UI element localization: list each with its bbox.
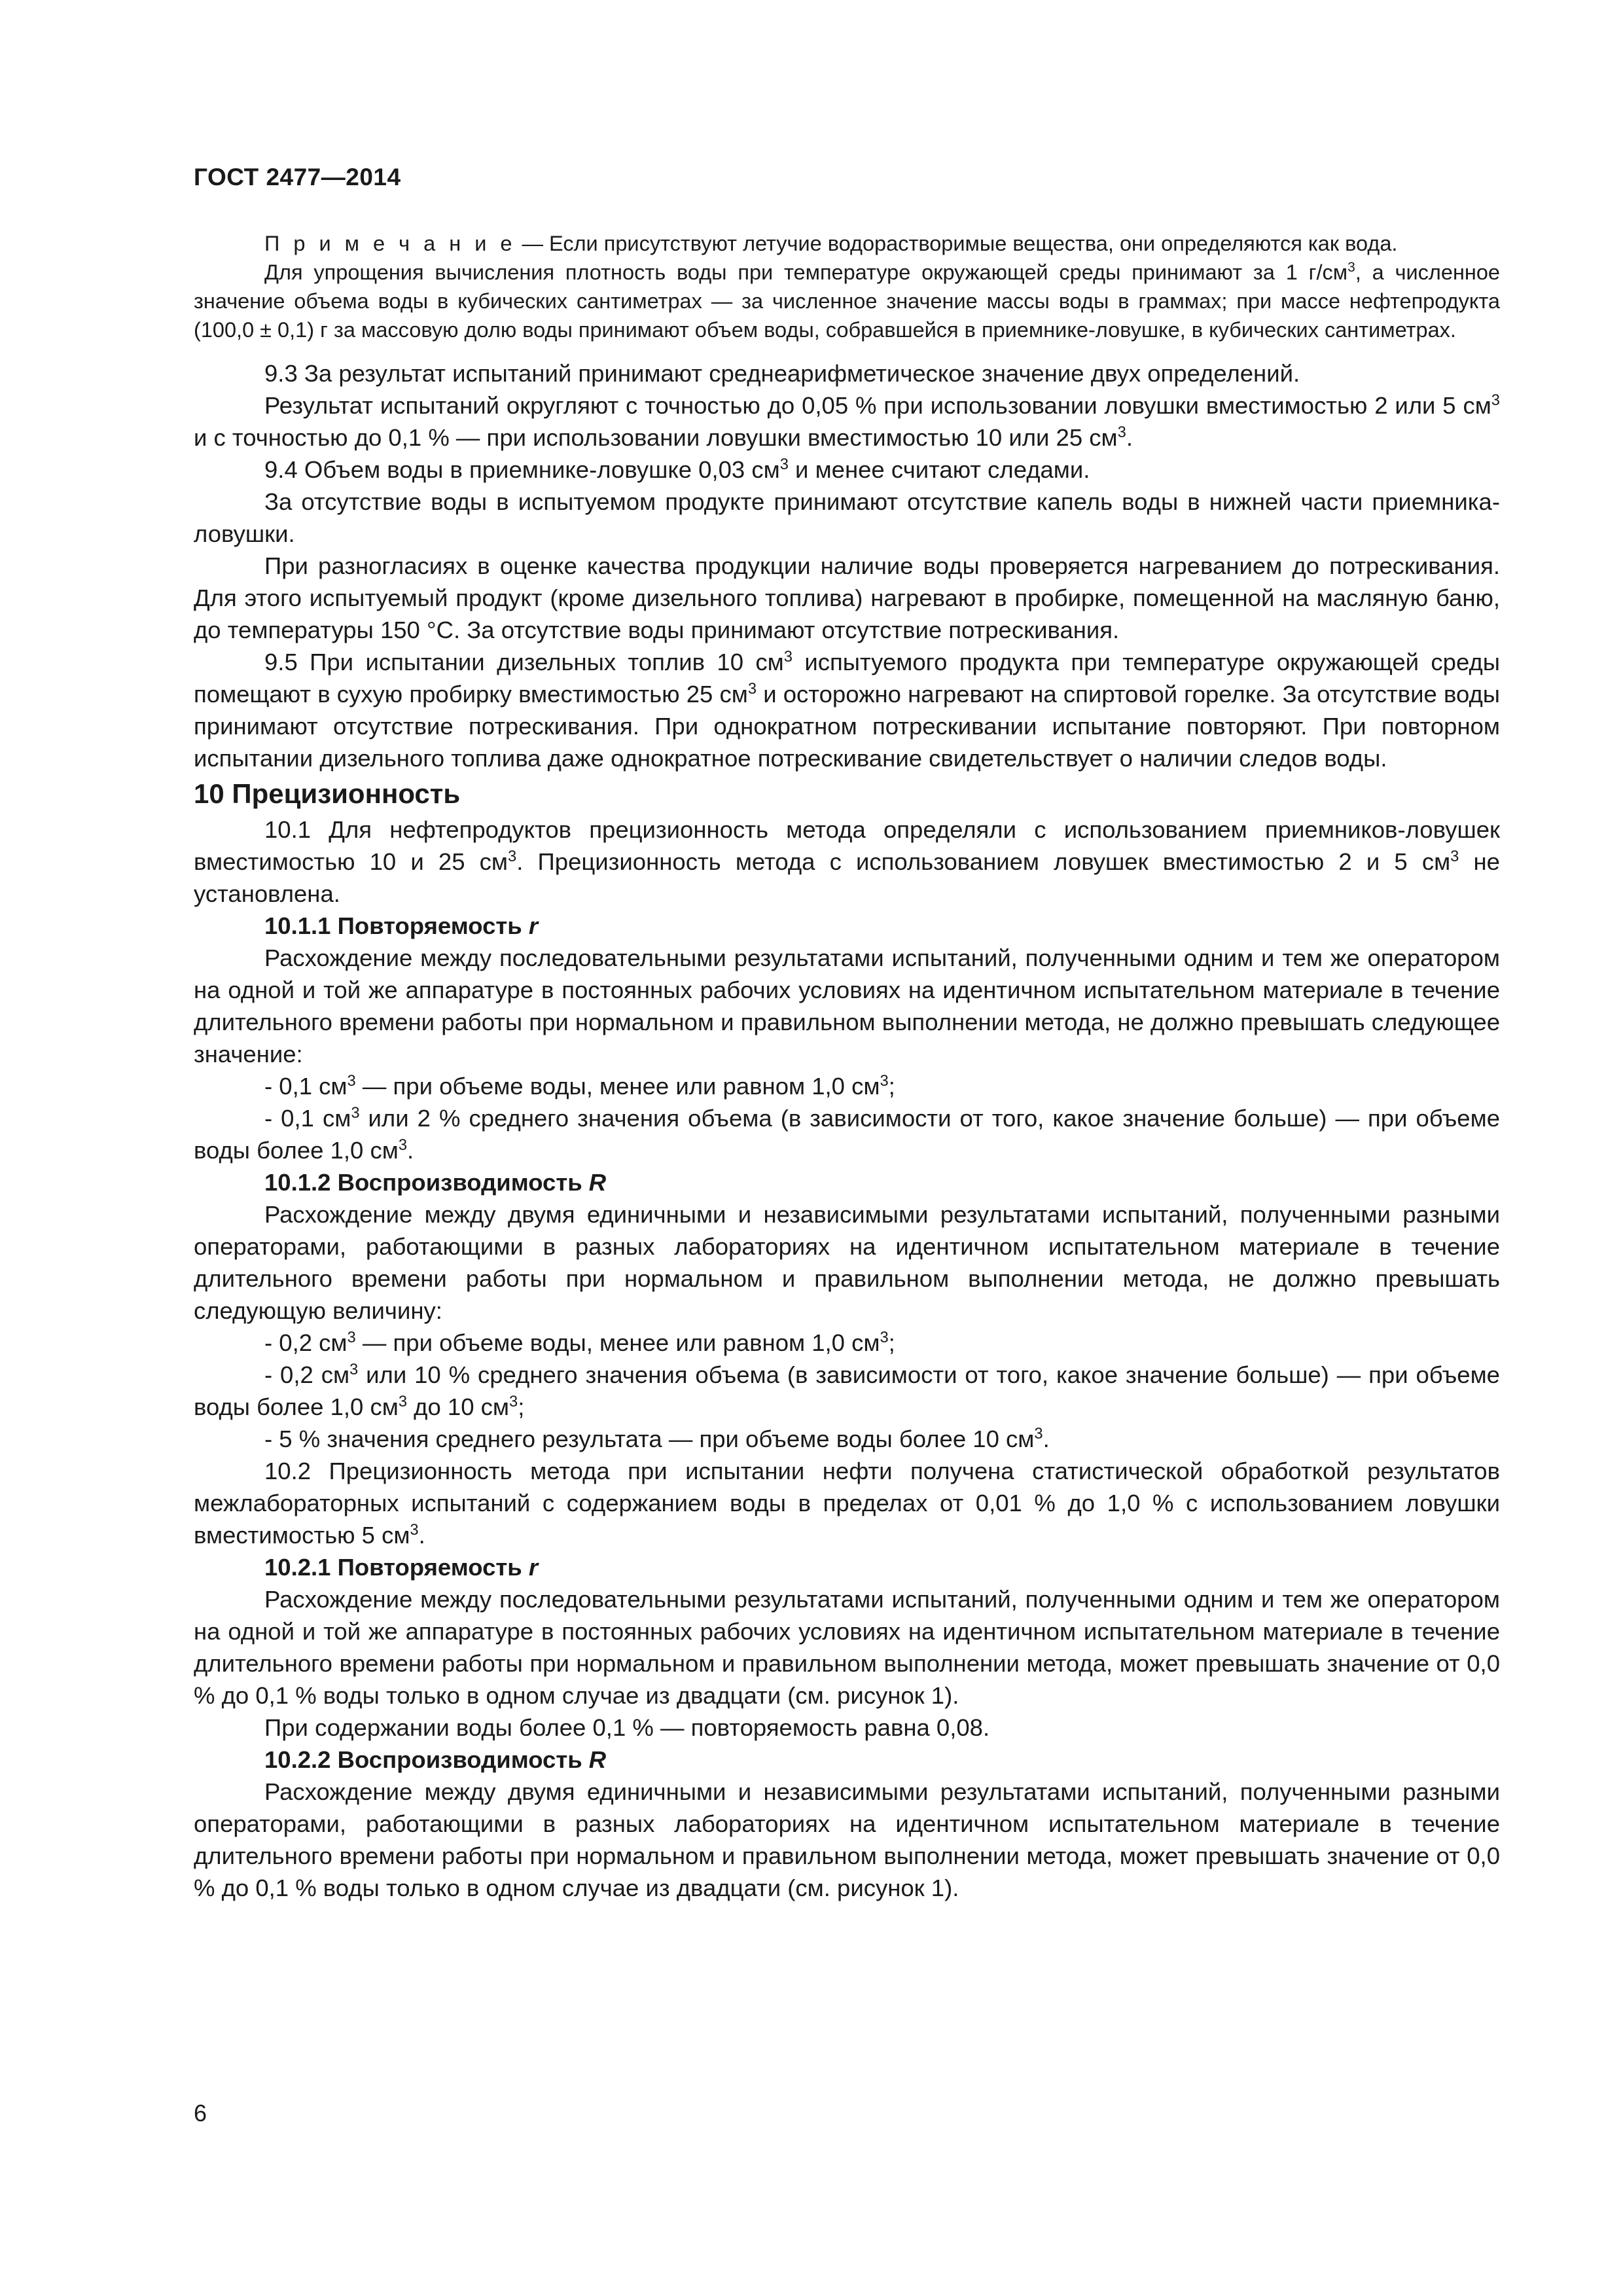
paragraph-9-5: 9.5 При испытании дизельных топлив 10 $см^3$ испытуемого продукта при температуре окружающей среды помещают в сухую пробирку вместимостью 25 $см^3$ и осторожно нагревают на спиртовой горелке. За отсутствие воды принимают отсутствие потрескивания. При однократном потрескивании испытание повторяют. При повторном испытании дизельного топлива даже однократное потрескивание свидетельствует о наличии следов воды. [194,648,1500,772]
paragraph-10-2-1: Расхождение между последовательными результатами испытаний, полученными одним и тем же оператором на одной и той же аппаратуре в постоянных рабочих условиях на идентичном испытательном материале в течение длительного времени работы при нормальном и правильном выполнении метода, может превышать значение от 0,0 % до 0,1 % воды только в одном случае из двадцати (см. рисунок 1). [194,1586,1500,1709]
paragraph-10-1-1: Расхождение между последовательными результатами испытаний, полученными одним и тем же оператором на одной и той же аппаратуре в постоянных рабочих условиях на идентичном испытательном материале в течение длительного времени работы при нормальном и правильном выполнении метода, не должно превышать следующее значение: [194,944,1500,1067]
paragraph-10-1: 10.1 Для нефтепродуктов прецизионность метода определяли с использованием приемников-ловушек вместимостью 10 и 25 $см^3$. Прецизионность метода с использованием ловушек вместимостью 2 и 5 $см^3$ не установлена. [194,816,1500,907]
note-line-1: П р и м е ч а н и е — Если присутствуют летучие водорастворимые вещества, они определяются как вода. [264,232,1398,255]
paragraph-10-1-2: Расхождение между двумя единичными и независимыми результатами испытаний, полученными разными операторами, работающими в разных лабораториях на идентичном испытательном материале в течение длительного времени работы при нормальном и правильном выполнении метода, не должно превышать следующую величину: [194,1201,1500,1324]
paragraph-9-4: 9.4 Объем воды в приемнике-ловушке 0,03 $см^3$ и менее считают следами. [264,456,1090,483]
note-block [194,229,1500,344]
heading-10-2-2: 10.2.2 Воспроизводимость R [264,1746,607,1773]
document-header: ГОСТ 2477—2014 [194,164,401,190]
note-label: П р и м е ч а н и е [264,232,516,255]
paragraph-10-2: 10.2 Прецизионность метода при испытании нефти получена статистической обработкой результатов межлабораторных испытаний с содержанием воды в пределах от 0,01 % до 1,0 % с использованием ловушки вместимостью 5 $см^3$. [194,1458,1500,1549]
note-line-2: Для упрощения вычисления плотность воды при температуре окружающей среды принимают за 1 $г/см^3$, а численное значение объема воды в кубических сантиметрах — за численное значение массы воды в граммах; при массе нефтепродукта (100,0 ± 0,1) г за массовую долю воды принимают объем воды, собравшейся в приемнике-ловушке, в кубических сантиметрах. [194,260,1500,342]
page-number: 6 [194,2100,207,2126]
paragraph-9-3: 9.3 За результат испытаний принимают среднеарифметическое значение двух определений. [264,360,1300,387]
paragraph-9-3-result: Результат испытаний округляют с точностью до 0,05 % при использовании ловушки вместимостью 2 или 5 $см^3$ и с точностью до 0,1 % — при использовании ловушки вместимостью 10 или 25 $см^3$. [194,391,1500,451]
list-item-10-1-1-b: - 0,1 $см^3$ или 2 % среднего значения объема (в зависимости от того, какое значение больше) — при объеме воды более 1,0 $см^3$. [194,1104,1500,1164]
list-item-10-1-2-c: - 5 % значения среднего результата — при объеме воды более 10 $см^3$. [264,1425,1050,1452]
section-heading-10: 10 Прецизионность [194,778,461,809]
paragraph-9-4-disputes: При разногласиях в оценке качества продукции наличие воды проверяется нагреванием до потрескивания. Для этого испытуемый продукт (кроме дизельного топлива) нагревают в пробирке, помещенной на масляную баню, до температуры 150 °С. За отсутствие воды принимают отсутствие потрескивания. [194,552,1500,643]
paragraph-10-2-2: Расхождение между двумя единичными и независимыми результатами испытаний, полученными разными операторами, работающими в разных лабораториях на идентичном испытательном материале в течение длительного времени работы при нормальном и правильном выполнении метода, может превышать значение от 0,0 % до 0,1 % воды только в одном случае из двадцати (см. рисунок 1). [194,1778,1500,1901]
list-item-10-1-1-a: - 0,1 $см^3$ — при объеме воды, менее или равном 1,0 $см^3$; [264,1072,895,1100]
heading-10-1-2: 10.1.2 Воспроизводимость R [264,1169,607,1196]
list-item-10-1-2-b: - 0,2 $см^3$ или 10 % среднего значения объема (в зависимости от того, какое значение больше) — при объеме воды более 1,0 $см^3$ до 10 $см^3$; [194,1361,1500,1420]
paragraph-10-2-1-b: При содержании воды более 0,1 % — повторяемость равна 0,08. [264,1714,990,1741]
page-content [194,229,1500,1904]
heading-10-1-1: 10.1.1 Повторяемость r [264,912,539,939]
heading-10-2-1: 10.2.1 Повторяемость r [264,1554,539,1581]
list-item-10-1-2-a: - 0,2 $см^3$ — при объеме воды, менее или равном 1,0 $см^3$; [264,1329,895,1356]
paragraph-9-4-absence: За отсутствие воды в испытуемом продукте принимают отсутствие капель воды в нижней части приемника-ловушки. [194,488,1500,547]
